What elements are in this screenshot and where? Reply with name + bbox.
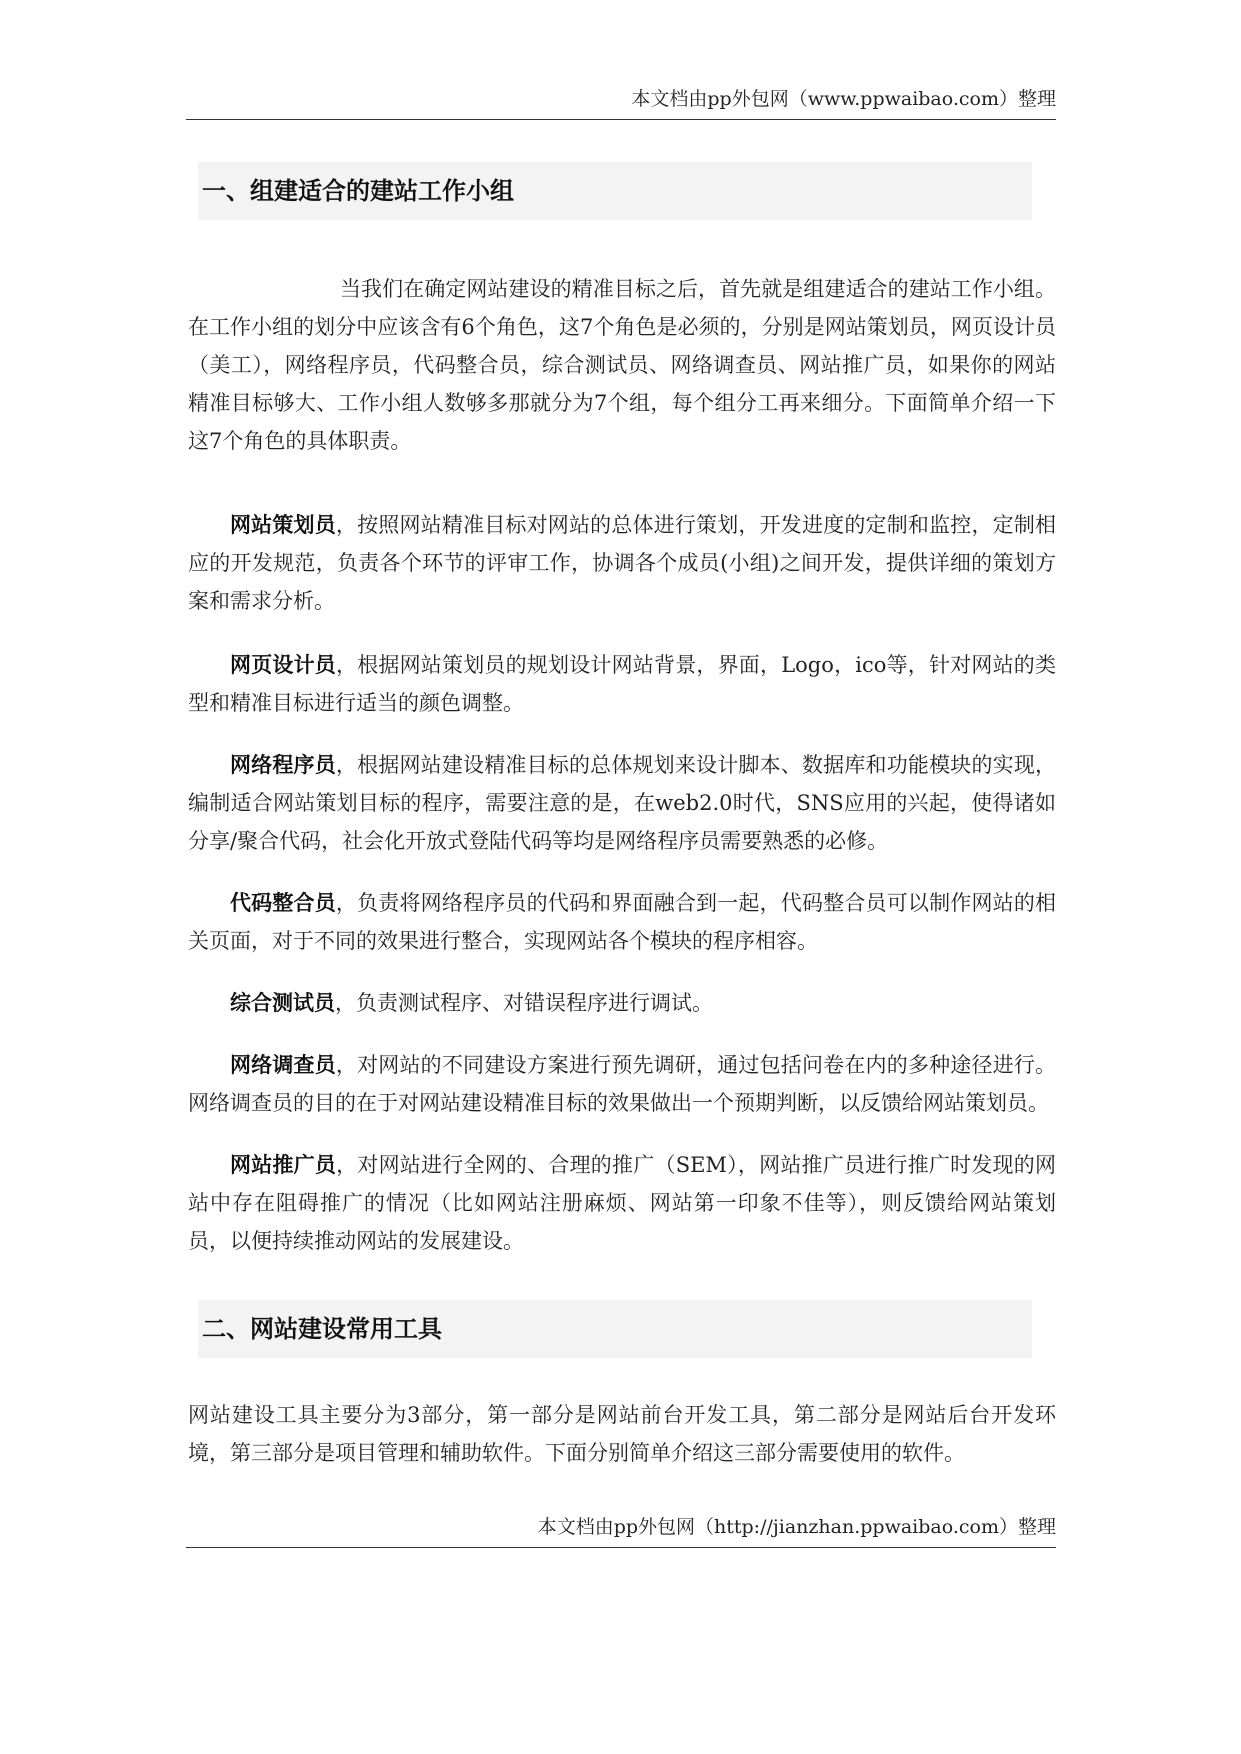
role-desc: ，负责测试程序、对错误程序进行调试。 [335, 991, 713, 1015]
role-paragraph-planner [188, 506, 1056, 620]
role-name: 综合测试员 [230, 991, 335, 1015]
page-header: 本文档由pp外包网（www.ppwaibao.com）整理 [186, 84, 1056, 120]
role-name: 网站推广员 [230, 1153, 337, 1177]
role-paragraph-integrator [188, 884, 1056, 960]
role-paragraph-programmer [188, 746, 1056, 860]
role-name: 代码整合员 [230, 891, 336, 915]
role-desc: ，按照网站精准目标对网站的总体进行策划，开发进度的定制和监控，定制相应的开发规范，负责各个环节的评审工作，协调各个成员(小组)之间开发，提供详细的策划方案和需求分析。 [188, 513, 1056, 613]
role-desc: ，对网站进行全网的、合理的推广（SEM），网站推广员进行推广时发现的网站中存在阻碍推广的情况（比如网站注册麻烦、网站第一印象不佳等），则反馈给网站策划员，以便持续推动网站的发展建设。 [188, 1153, 1057, 1253]
role-paragraph-designer [188, 646, 1056, 722]
section-heading-1: 一、组建适合的建站工作小组 [198, 162, 1032, 220]
role-desc: ，根据网站建设精准目标的总体规划来设计脚本、数据库和功能模块的实现，编制适合网站策划目标的程序，需要注意的是，在web2.0时代，SNS应用的兴起，使得诸如分享/聚合代码，社会化开放式登陆代码等均是网络程序员需要熟悉的必修。 [188, 753, 1056, 853]
role-name: 网络调查员 [230, 1053, 336, 1077]
section2-intro: 网站建设工具主要分为3部分，第一部分是网站前台开发工具，第二部分是网站后台开发环境，第三部分是项目管理和辅助软件。下面分别简单介绍这三部分需要使用的软件。 [188, 1403, 1056, 1465]
role-paragraph-researcher [188, 1046, 1056, 1122]
section-heading-2: 二、网站建设常用工具 [198, 1300, 1032, 1358]
role-paragraph-promoter [188, 1146, 1056, 1260]
role-desc: ，负责将网络程序员的代码和界面融合到一起，代码整合员可以制作网站的相关页面，对于不同的效果进行整合，实现网站各个模块的程序相容。 [188, 891, 1056, 953]
role-desc: ，根据网站策划员的规划设计网站背景，界面，Logo，ico等，针对网站的类型和精准目标进行适当的颜色调整。 [188, 653, 1056, 715]
section1-intro: 当我们在确定网站建设的精准目标之后，首先就是组建适合的建站工作小组。在工作小组的划分中应该含有6个角色，这7个角色是必须的，分别是网站策划员，网页设计员（美工），网络程序员，代码整合员，综合测试员、网络调查员、网站推广员，如果你的网站精准目标够大、工作小组人数够多那就分为7个组，每个组分工再来细分。下面简单介绍一下这7个角色的具体职责。 [188, 277, 1056, 453]
role-name: 网站策划员 [230, 513, 336, 537]
role-name: 网络程序员 [230, 753, 336, 777]
role-name: 网页设计员 [230, 653, 336, 677]
page-footer: 本文档由pp外包网（http://jianzhan.ppwaibao.com）整理 [186, 1512, 1056, 1548]
role-desc: ，对网站的不同建设方案进行预先调研，通过包括问卷在内的多种途径进行。网络调查员的目的在于对网站建设精准目标的效果做出一个预期判断，以反馈给网站策划员。 [188, 1053, 1056, 1115]
role-paragraph-tester [188, 984, 1056, 1022]
